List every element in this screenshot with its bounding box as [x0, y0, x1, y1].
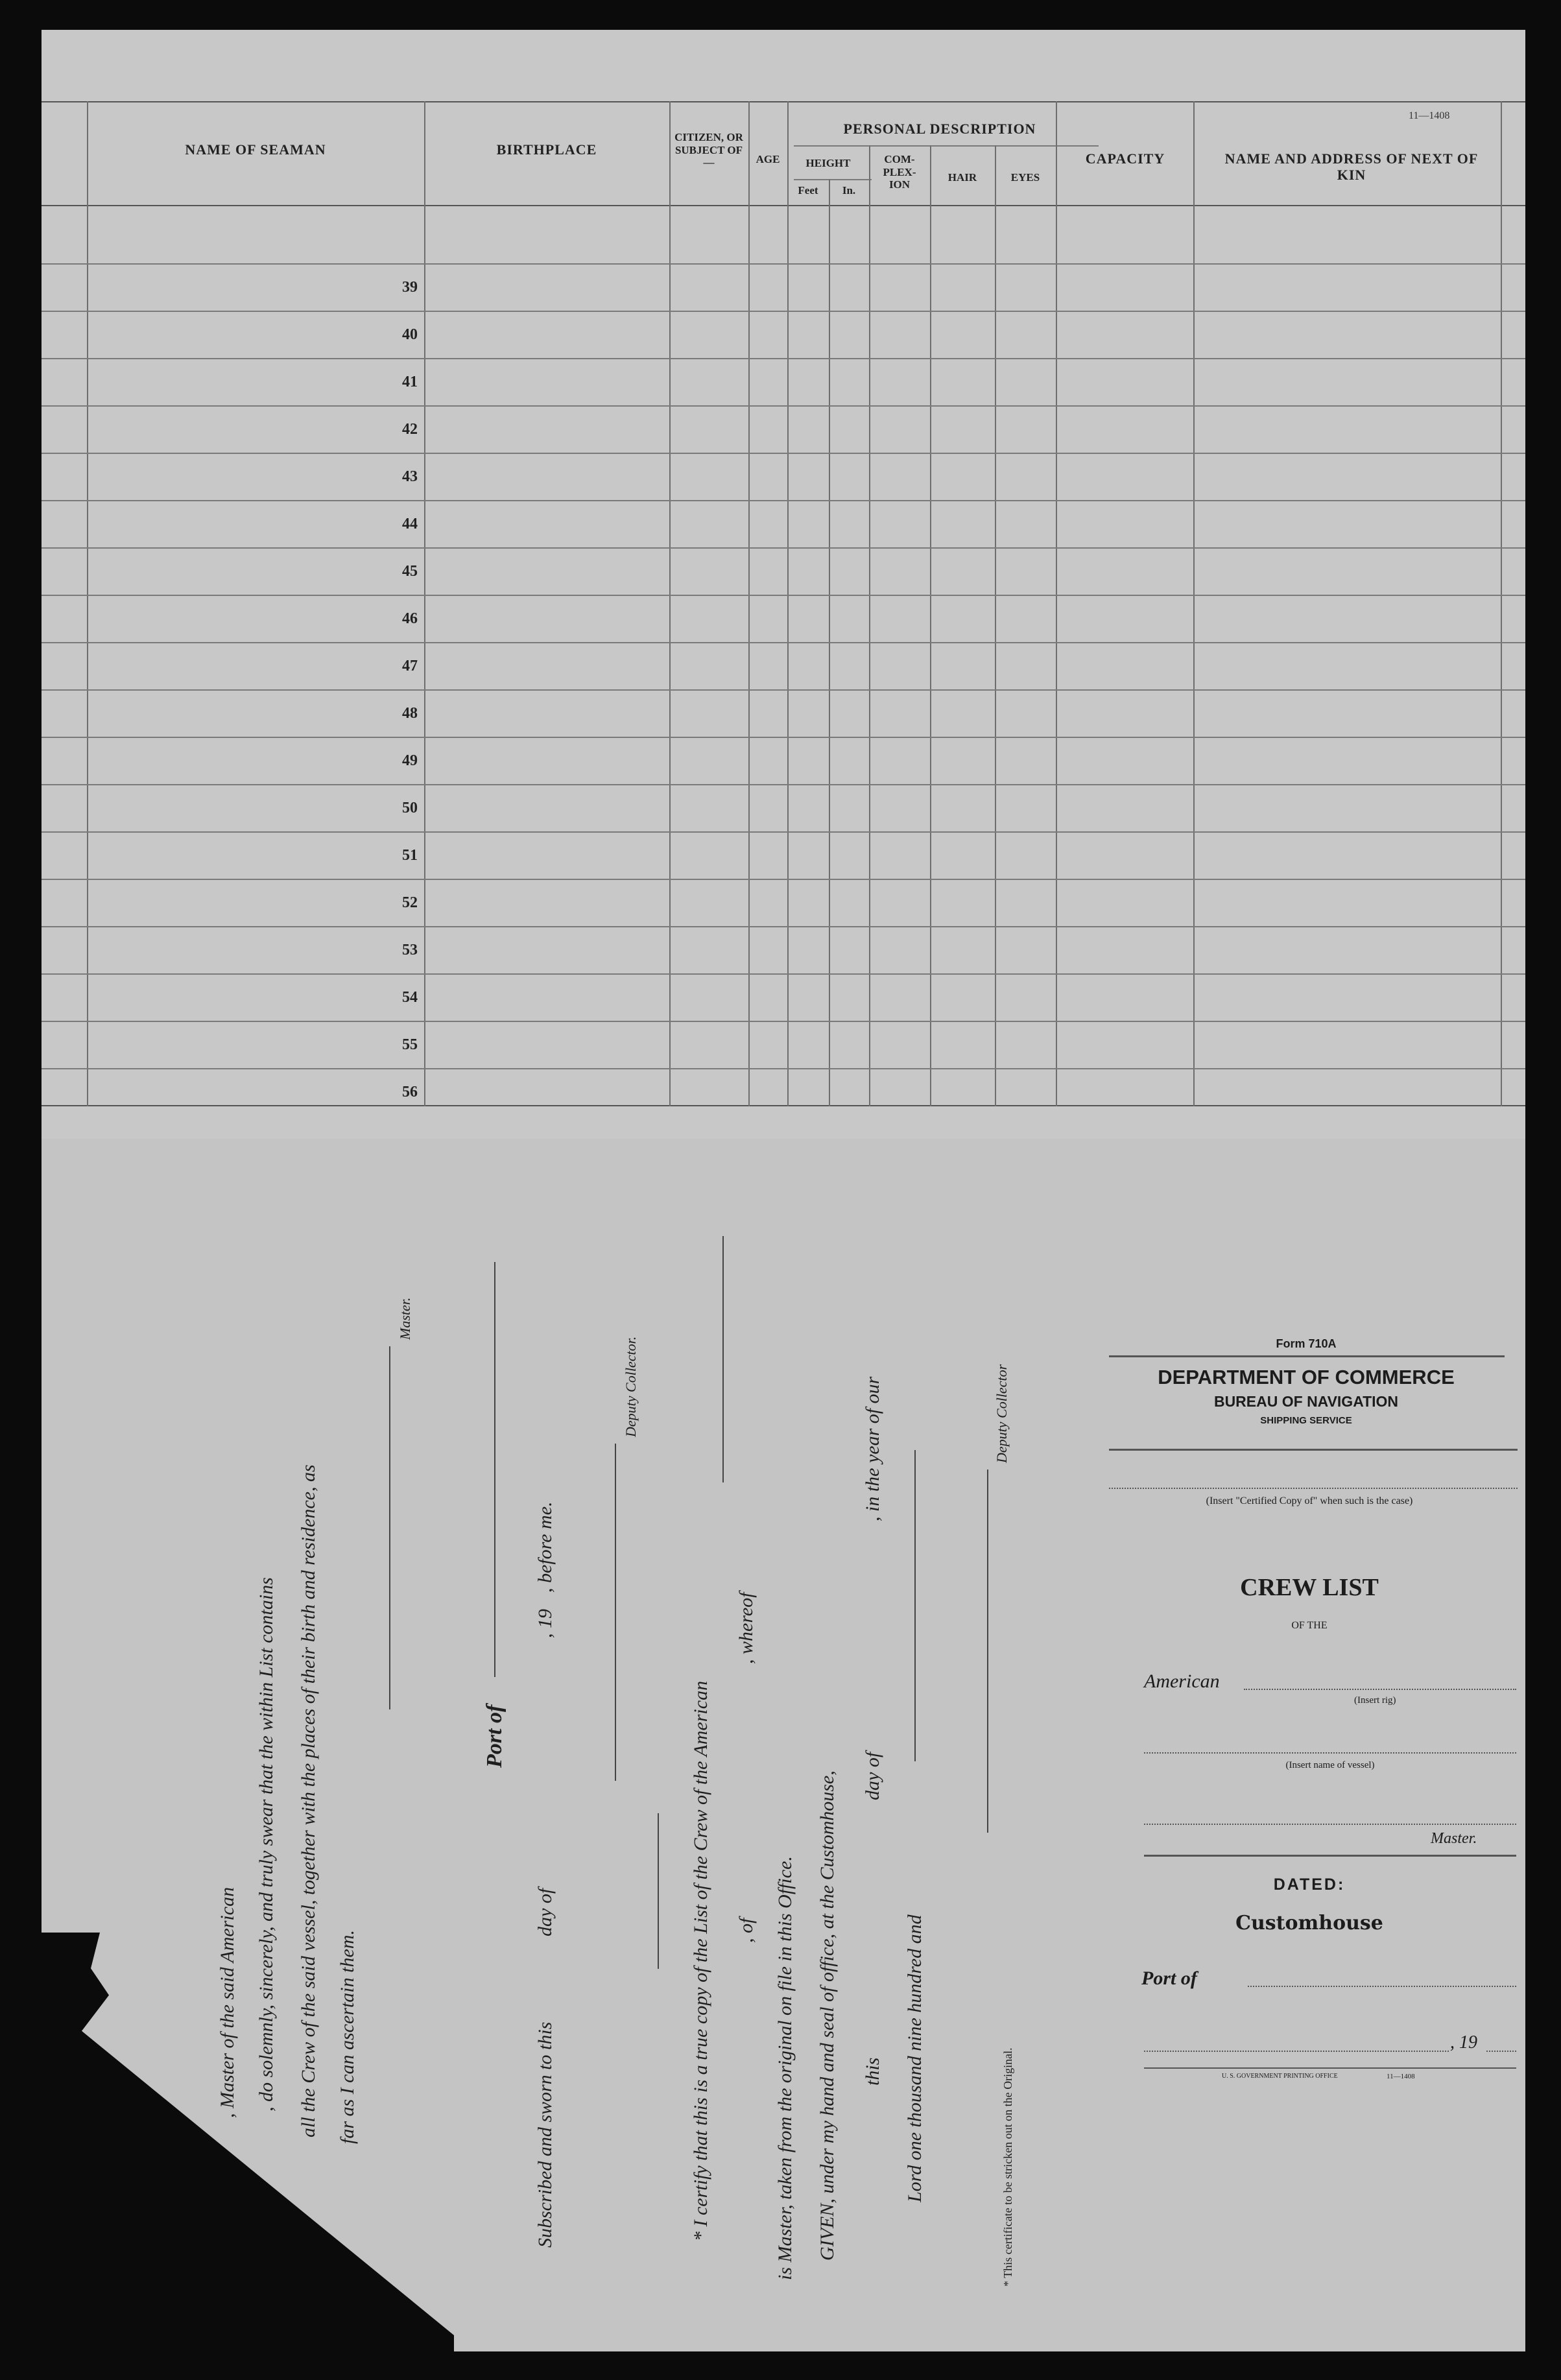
col-line: [930, 145, 931, 1106]
deputy-collector-line-2: [987, 1470, 988, 1833]
oath-line-3: all the Crew of the said vessel, together with the places of their birth and residence, as: [298, 1464, 319, 2137]
form-number: Form 710A: [1276, 1337, 1337, 1350]
row-rule: [42, 1068, 1525, 1069]
deputy-collector-label-2: Deputy Collector: [994, 1364, 1010, 1463]
col-line: [1056, 101, 1057, 1106]
bureau-name: BUREAU OF NAVIGATION: [1213, 1393, 1399, 1410]
cover-date-line: [1144, 2051, 1449, 2052]
customhouse-label: Customhouse: [1235, 1912, 1383, 1934]
vessel-name-line: [1144, 1752, 1516, 1754]
back-page: [42, 1139, 1525, 2351]
american-label: American: [1144, 1671, 1220, 1692]
col-line: [1501, 101, 1502, 1106]
header-feet: Feet: [798, 184, 818, 196]
col-line: [669, 101, 671, 1106]
header-bottom-rule: [42, 205, 1525, 206]
header-capacity: CAPACITY: [1085, 150, 1165, 167]
oath-line-1: , Master of the said American: [217, 1886, 238, 2118]
form-code-top: 11—1408: [1409, 110, 1450, 121]
col-line: [424, 101, 425, 1106]
american-name-line: [722, 1236, 724, 1482]
insert-rig-note: (Insert rig): [1354, 1695, 1396, 1706]
row-rule: [42, 689, 1525, 691]
insert-certified-note: (Insert "Certified Copy of" when such is the case): [1206, 1495, 1413, 1506]
col-line: [869, 145, 870, 1106]
certified-copy-line: [1109, 1488, 1518, 1489]
row-rule: [42, 500, 1525, 501]
row-number: 43: [402, 468, 418, 485]
row-rule: [42, 642, 1525, 643]
col-line: [748, 101, 750, 1106]
header-inches: In.: [842, 184, 856, 196]
row-rule: [42, 453, 1525, 454]
row-number: 51: [402, 847, 418, 864]
port-of-line: [494, 1262, 495, 1677]
personal-description-rule: [794, 145, 1099, 147]
row-rule: [42, 547, 1525, 549]
row-rule: [42, 737, 1525, 738]
cover-port-line: [1248, 1986, 1516, 1987]
master-name-line: [1144, 1824, 1516, 1825]
crew-list-sheet: [42, 30, 1525, 2351]
row-rule: [42, 1021, 1525, 1022]
row-number: 42: [402, 421, 418, 438]
row-number: 50: [402, 800, 418, 816]
table-bottom-rule: [42, 1105, 1525, 1106]
oath-line-4: far as I can ascertain them.: [337, 1930, 358, 2144]
header-height: HEIGHT: [805, 157, 851, 169]
row-number: 52: [402, 894, 418, 911]
row-rule: [42, 784, 1525, 785]
header-age: AGE: [756, 153, 780, 165]
cover-rule-lower: [1144, 1855, 1516, 1857]
cover-year-line: [1486, 2051, 1516, 2052]
certify-line-4: GIVEN, under my hand and seal of office, at the Customhouse,: [816, 1770, 838, 2261]
row-rule: [42, 926, 1525, 927]
row-rule: [42, 311, 1525, 312]
row-number: 49: [402, 752, 418, 769]
service-name: SHIPPING SERVICE: [1260, 1415, 1352, 1426]
col-line: [995, 145, 996, 1106]
row-number: 47: [402, 658, 418, 674]
header-personal-description: PERSONAL DESCRIPTION: [843, 121, 1036, 137]
crew-table: [42, 30, 1525, 1139]
row-rule: [42, 405, 1525, 407]
of-the-label: OF THE: [1291, 1620, 1328, 1631]
header-birthplace: BIRTHPLACE: [496, 141, 597, 158]
header-citizen: CITIZEN, OR SUBJECT OF—: [674, 131, 743, 169]
row-rule: [42, 831, 1525, 833]
row-number: 53: [402, 942, 418, 958]
certify-footnote: * This certificate to be stricken out on the Original.: [1001, 2047, 1014, 2287]
cover-rule-top: [1109, 1355, 1505, 1357]
rig-line: [1244, 1689, 1516, 1690]
header-name-of-seaman: NAME OF SEAMAN: [185, 141, 326, 158]
row-number: 40: [402, 326, 418, 343]
row-rule: [42, 973, 1525, 975]
printer-imprint: U. S. GOVERNMENT PRINTING OFFICE: [1222, 2073, 1338, 2080]
height-rule: [794, 179, 872, 180]
row-number: 48: [402, 705, 418, 722]
insert-vessel-note: (Insert name of vessel): [1285, 1760, 1375, 1770]
certify-line-3: is Master, taken from the original on file in this Office.: [774, 1856, 796, 2280]
row-number: 56: [402, 1084, 418, 1101]
col-line: [787, 101, 789, 1106]
header-eyes: EYES: [1010, 171, 1040, 184]
deputy-collector-line-1: [615, 1444, 616, 1781]
master-signature-label: Master.: [397, 1297, 413, 1340]
header-next-of-kin: NAME AND ADDRESS OF NEXT OF KIN: [1224, 150, 1479, 184]
row-number: 55: [402, 1036, 418, 1053]
crew-list-title: CREW LIST: [1240, 1574, 1379, 1601]
nineteen-label: , 19: [534, 1609, 556, 1638]
row-number: 46: [402, 610, 418, 627]
certify-whereof-label: , whereof: [735, 1592, 757, 1664]
certify-year-label: , in the year of our: [862, 1376, 883, 1521]
oath-line-2: , do solemnly, sincerely, and truly swear that the within List contains: [256, 1577, 277, 2112]
row-rule: [42, 595, 1525, 596]
cover-form-code: 11—1408: [1387, 2073, 1415, 2080]
certify-this-label: this: [862, 2057, 883, 2086]
row-number: 54: [402, 989, 418, 1006]
day-of-label: day of: [534, 1888, 556, 1936]
year-line: [914, 1450, 916, 1761]
row-number: 39: [402, 279, 418, 296]
cover-port-of-label: Port of: [1141, 1968, 1197, 1989]
seal-line: [658, 1813, 659, 1969]
certify-line-1: * I certify that this is a true copy of the List of the Crew of the American: [690, 1680, 711, 2241]
cover-master-label: Master.: [1431, 1830, 1477, 1847]
row-rule: [42, 879, 1525, 880]
row-rule: [42, 358, 1525, 359]
row-number: 41: [402, 374, 418, 390]
row-rule: [42, 263, 1525, 265]
port-of-label: Port of: [483, 1704, 506, 1768]
before-me-label: , before me.: [534, 1501, 556, 1593]
deputy-collector-label-1: Deputy Collector.: [623, 1336, 639, 1437]
cover-rule-mid: [1109, 1449, 1518, 1451]
header-complexion: COM- PLEX- ION: [883, 153, 916, 191]
row-number: 44: [402, 516, 418, 532]
dated-label: DATED:: [1273, 1875, 1346, 1894]
certify-day-of-label: day of: [862, 1752, 883, 1800]
department-name: DEPARTMENT OF COMMERCE: [1158, 1366, 1455, 1388]
col-line: [1193, 101, 1195, 1106]
header-hair: HAIR: [947, 171, 977, 184]
table-top-rule: [42, 101, 1525, 102]
certify-of-label: , of: [735, 1918, 757, 1943]
subscribed-text: Subscribed and sworn to this: [534, 2021, 556, 2248]
cover-nineteen-label: , 19: [1450, 2032, 1477, 2053]
row-number: 45: [402, 563, 418, 580]
certify-line-6: Lord one thousand nine hundred and: [904, 1914, 925, 2202]
cover-rule-bottom: [1144, 2067, 1516, 2069]
col-line: [87, 101, 88, 1106]
master-signature-line: [389, 1346, 390, 1709]
